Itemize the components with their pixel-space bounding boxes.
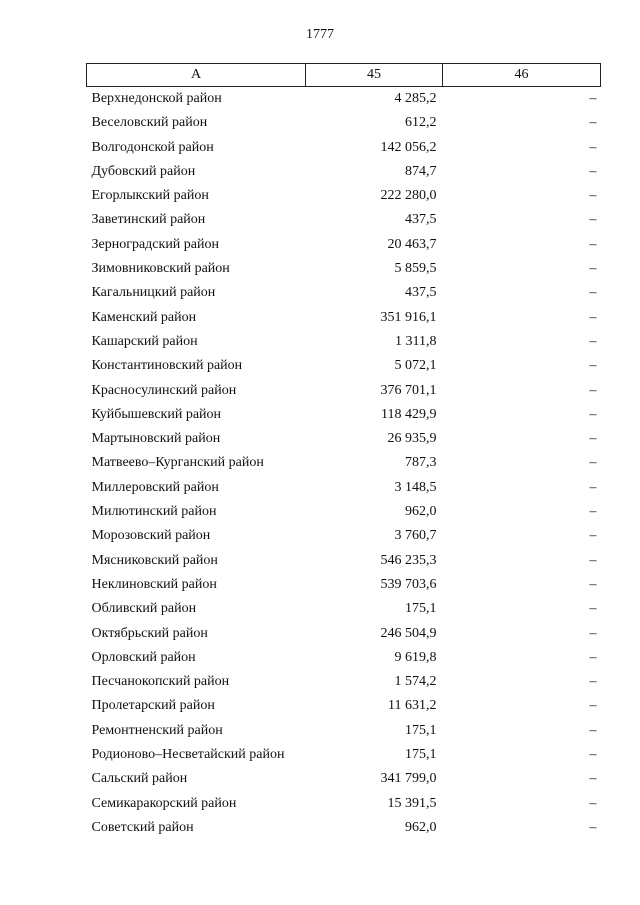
column-45-value-cell: 175,1 [405,601,437,617]
column-45-value-cell: 376 701,1 [380,382,437,398]
district-name-cell: Мартыновский район [91,431,221,447]
table-row [87,427,601,451]
column-46-value-cell: – [589,771,597,787]
table-row [87,330,601,354]
column-45-value-cell: 26 935,9 [387,431,437,447]
column-45-value-cell: 175,1 [405,722,437,738]
district-name-cell: Пролетарский район [91,698,215,714]
column-header-45: 45 [306,64,443,87]
column-45-value-cell: 437,5 [405,212,437,228]
column-45-value-cell: 11 631,2 [388,698,437,714]
district-name-cell: Морозовский район [91,528,211,544]
district-name-cell: Зерноградский район [91,236,219,252]
column-46-value-cell: – [589,358,597,374]
table-row [87,622,601,646]
column-45-value-cell: 5 072,1 [394,358,437,374]
column-45-value-cell: 962,0 [405,504,437,520]
column-46-value-cell: – [589,576,597,592]
column-46-value-cell: – [589,236,597,252]
column-45-value-cell: 20 463,7 [387,236,437,252]
district-name-cell: Зимовниковский район [91,261,230,277]
column-46-value-cell: – [589,819,597,835]
table-row [87,646,601,670]
column-46-value-cell: – [589,333,597,349]
district-name-cell: Октябрьский район [91,625,208,641]
table-row [87,233,601,257]
column-46-value-cell: – [589,212,597,228]
column-46-value-cell: – [589,406,597,422]
column-45-value-cell: 962,0 [405,819,437,835]
table-row [87,451,601,475]
district-name-cell: Миллеровский район [91,479,219,495]
column-46-value-cell: – [589,115,597,131]
column-45-value-cell: 546 235,3 [380,552,437,568]
table-row [87,184,601,208]
table-row [87,549,601,573]
table-row [87,111,601,135]
table-row [87,136,601,160]
table-row [87,792,601,816]
table-row [87,767,601,791]
table-row [87,816,601,840]
column-45-value-cell: 1 311,8 [395,333,437,349]
table-row [87,743,601,767]
column-46-value-cell: – [589,139,597,155]
column-46-value-cell: – [589,431,597,447]
district-name-cell: Кашарский район [91,333,198,349]
column-45-value-cell: 3 148,5 [394,479,437,495]
table-row [87,257,601,281]
district-name-cell: Волгодонской район [91,139,214,155]
district-name-cell: Милютинский район [91,504,217,520]
column-45-value-cell: 4 285,2 [394,91,437,106]
district-name-cell: Куйбышевский район [91,406,222,422]
district-name-cell: Верхнедонской район [91,91,222,106]
column-46-value-cell: – [589,747,597,763]
column-46-value-cell: – [589,382,597,398]
district-name-cell: Орловский район [91,649,196,665]
column-46-value-cell: – [589,625,597,641]
district-name-cell: Егорлыкский район [91,188,209,204]
district-name-cell: Кагальницкий район [91,285,216,301]
table-row [87,500,601,524]
district-name-cell: Заветинский район [91,212,206,228]
district-name-cell: Ремонтненский район [91,722,223,738]
column-46-value-cell: – [589,601,597,617]
district-name-cell: Родионово–Несветайский район [91,747,285,763]
column-46-value-cell: – [589,188,597,204]
district-name-cell: Неклиновский район [91,576,217,592]
column-45-value-cell: 787,3 [405,455,437,471]
budget-table [86,63,601,840]
column-45-value-cell: 5 859,5 [394,261,437,277]
column-45-value-cell: 341 799,0 [380,771,437,787]
column-45-value-cell: 1 574,2 [394,674,437,690]
column-45-value-cell: 612,2 [405,115,437,131]
table-row [87,306,601,330]
column-46-value-cell: – [589,455,597,471]
column-45-value-cell: 437,5 [405,285,437,301]
district-name-cell: Семикаракорский район [91,795,237,811]
table-row [87,87,601,112]
column-46-value-cell: – [589,163,597,179]
column-46-value-cell: – [589,649,597,665]
table-row [87,597,601,621]
column-46-value-cell: – [589,698,597,714]
table-row [87,524,601,548]
district-name-cell: Сальский район [91,771,188,787]
table-row [87,403,601,427]
column-46-value-cell: – [589,674,597,690]
column-46-value-cell: – [589,91,597,106]
table-row [87,354,601,378]
column-46-value-cell: – [589,504,597,520]
column-46-value-cell: – [589,795,597,811]
district-name-cell: Константиновский район [91,358,243,374]
column-45-value-cell: 175,1 [405,747,437,763]
column-45-value-cell: 118 429,9 [381,406,437,422]
header-row [87,64,601,87]
column-46-value-cell: – [589,528,597,544]
district-name-cell: Матвеево–Курганский район [91,455,264,471]
table-row [87,208,601,232]
district-name-cell: Советский район [91,819,194,835]
district-name-cell: Дубовский район [91,163,196,179]
table-row [87,573,601,597]
table-row [87,694,601,718]
table-row [87,476,601,500]
column-header-a: А [87,64,306,87]
column-header-46: 46 [443,64,601,87]
district-name-cell: Каменский район [91,309,197,325]
column-46-value-cell: – [589,309,597,325]
column-45-value-cell: 222 280,0 [380,188,437,204]
table-header [87,64,601,87]
district-name-cell: Веселовский район [91,115,208,131]
column-45-value-cell: 142 056,2 [380,139,437,155]
column-45-value-cell: 246 504,9 [380,625,437,641]
page-number: 1777 [306,27,334,42]
table-row [87,379,601,403]
district-name-cell: Мясниковский район [91,552,218,568]
column-45-value-cell: 15 391,5 [387,795,437,811]
table-row [87,160,601,184]
district-name-cell: Красносулинский район [91,382,237,398]
district-name-cell: Песчанокопский район [91,674,230,690]
column-45-value-cell: 351 916,1 [380,309,437,325]
table-row [87,719,601,743]
column-45-value-cell: 3 760,7 [394,528,437,544]
column-46-value-cell: – [589,479,597,495]
column-46-value-cell: – [589,261,597,277]
column-45-value-cell: 9 619,8 [394,649,437,665]
table-body [87,87,601,841]
table-row [87,281,601,305]
column-46-value-cell: – [589,552,597,568]
column-46-value-cell: – [589,722,597,738]
column-45-value-cell: 539 703,6 [380,576,437,592]
table-row [87,670,601,694]
column-46-value-cell: – [589,285,597,301]
column-45-value-cell: 874,7 [405,163,437,179]
district-name-cell: Обливский район [91,601,197,617]
